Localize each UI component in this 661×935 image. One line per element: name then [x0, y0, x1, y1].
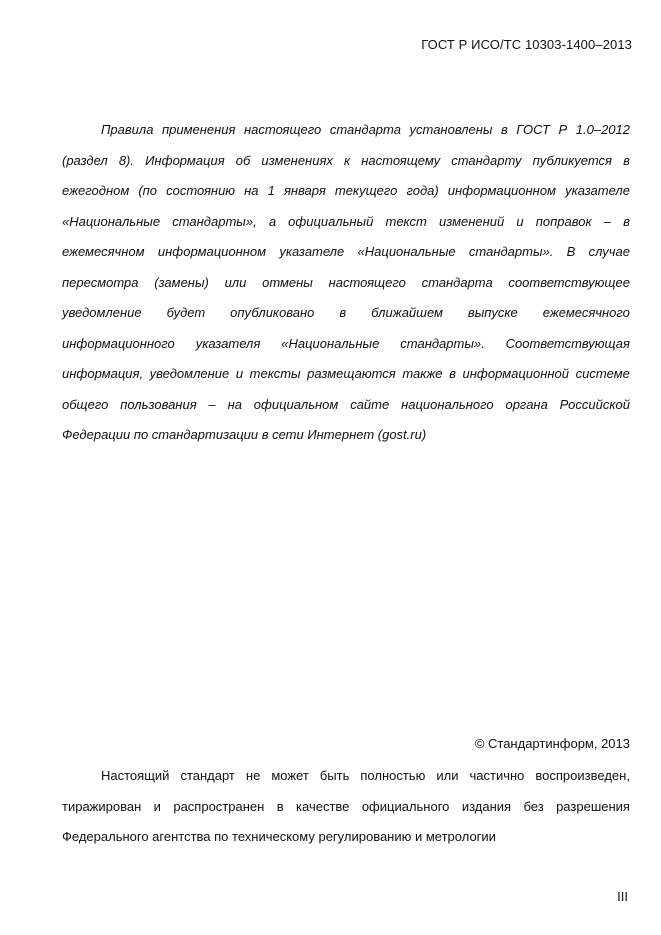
word: а: [268, 213, 277, 229]
word: общего: [62, 396, 109, 412]
word: и: [516, 213, 524, 229]
paragraph-line: [62, 792, 630, 823]
word: ежемесячного: [542, 305, 630, 320]
word: об: [235, 152, 251, 168]
copyright-notice: © Стандартинформ, 2013: [474, 736, 630, 751]
paragraph-line: [62, 176, 630, 207]
word: установлены: [409, 122, 493, 137]
word: текущего: [334, 183, 398, 198]
paragraph-line: [62, 329, 630, 360]
word: стандарта: [329, 122, 401, 137]
word: тиражирован: [62, 798, 142, 814]
word: стандарты».: [468, 244, 554, 259]
standard-code-header: ГОСТ Р ИСО/ТС 10303-1400–2013: [421, 37, 632, 52]
rules-paragraph: [62, 115, 630, 451]
word: стандарты».: [400, 335, 485, 351]
word: на: [227, 396, 242, 412]
word: частично: [469, 768, 525, 783]
word: поправок: [535, 213, 592, 229]
word: воспроизведен,: [535, 768, 630, 783]
word: «Национальные: [281, 335, 380, 351]
word: не: [245, 768, 261, 783]
word: ежемесячном: [62, 244, 145, 259]
word: в: [623, 213, 630, 229]
word: информационном: [157, 244, 267, 259]
paragraph-line: [62, 268, 630, 299]
word: ближайшем: [371, 305, 443, 320]
word: на: [244, 183, 259, 198]
word: (по: [138, 183, 158, 198]
word: публикуется: [532, 152, 612, 168]
paragraph-line: [62, 207, 630, 238]
word: настоящему: [361, 152, 441, 168]
word: разрешения: [556, 798, 630, 814]
word: настоящего: [244, 122, 322, 137]
word: в: [501, 122, 508, 137]
word: официального: [361, 798, 450, 814]
word: случае: [588, 244, 630, 259]
word: указателя: [195, 335, 261, 351]
word: «Национальные: [357, 244, 456, 259]
word: и: [235, 366, 244, 381]
word: 8).: [118, 152, 134, 168]
word: будет: [166, 305, 206, 320]
word: официальном: [253, 396, 339, 412]
word: года): [406, 183, 439, 198]
word: «Национальные: [62, 213, 161, 229]
reproduction-notice: [62, 761, 630, 853]
word: органа: [505, 396, 548, 412]
word: сайте: [350, 396, 390, 412]
word: текст: [385, 213, 427, 229]
word: 1.0–2012: [575, 122, 630, 137]
word: полностью: [360, 768, 426, 783]
word: соответствующее: [508, 274, 630, 290]
word: выпуске: [467, 305, 518, 320]
word: –: [208, 396, 216, 412]
word: Р: [558, 122, 568, 137]
word: Соответствующая: [505, 335, 630, 351]
paragraph-line: [62, 822, 630, 853]
word: изменениях: [261, 152, 333, 168]
word: стандарты»,: [172, 213, 257, 229]
word: официальный: [288, 213, 374, 229]
word: национального: [401, 396, 494, 412]
word: Правила: [101, 122, 154, 137]
word: настоящего: [328, 274, 406, 290]
paragraph-line: [62, 115, 630, 146]
word: размещаются: [307, 366, 396, 381]
word: к: [344, 152, 351, 168]
page-number: III: [617, 889, 628, 904]
word: системе: [575, 366, 630, 381]
word: информационном: [447, 183, 556, 198]
word: стандарт: [180, 768, 235, 783]
word: или: [436, 768, 459, 783]
paragraph-line: [62, 146, 630, 177]
word: состоянию: [166, 183, 236, 198]
word: в: [623, 152, 630, 168]
word: применения: [162, 122, 236, 137]
word: указателе: [279, 244, 345, 259]
paragraph-line: [62, 761, 630, 792]
paragraph-line: [62, 298, 630, 329]
word: (замены): [154, 274, 209, 290]
word: опубликовано: [230, 305, 315, 320]
word: распространен: [173, 798, 265, 814]
word: может: [271, 768, 309, 783]
word: в: [449, 366, 456, 381]
word: также: [402, 366, 443, 381]
line-text: Федерального агентства по техническому регулированию и метрологии: [62, 829, 496, 844]
paragraph-line: [62, 359, 630, 390]
word: и: [153, 798, 161, 814]
word: информационного: [62, 335, 175, 351]
word: качестве: [296, 798, 350, 814]
word: изменений: [439, 213, 505, 229]
word: ГОСТ: [516, 122, 550, 137]
word: января: [283, 183, 326, 198]
word: тексты: [249, 366, 301, 381]
word: Информация: [145, 152, 225, 168]
paragraph-line: [62, 390, 630, 421]
word: уведомление: [62, 305, 142, 320]
word: уведомление: [149, 366, 230, 381]
word: без: [523, 798, 544, 814]
word: –: [603, 213, 611, 229]
word: быть: [319, 768, 350, 783]
word: информационной: [462, 366, 570, 381]
word: В: [566, 244, 576, 259]
word: в: [276, 798, 284, 814]
paragraph-line: [62, 237, 630, 268]
word: (раздел: [62, 152, 108, 168]
line-text: Федерации по стандартизации в сети Интернет (gost.ru): [62, 427, 427, 442]
word: издания: [461, 798, 512, 814]
word: стандарту: [451, 152, 522, 168]
word: стандарта: [421, 274, 493, 290]
word: ежегодном: [62, 183, 130, 198]
word: пересмотра: [62, 274, 139, 290]
word: указателе: [565, 183, 630, 198]
word: или: [224, 274, 247, 290]
word: в: [339, 305, 347, 320]
word: отмены: [262, 274, 313, 290]
paragraph-line: [62, 420, 630, 451]
word: Настоящий: [101, 768, 170, 783]
word: 1: [267, 183, 275, 198]
word: Российской: [559, 396, 630, 412]
word: пользования: [120, 396, 197, 412]
word: информация,: [62, 366, 144, 381]
